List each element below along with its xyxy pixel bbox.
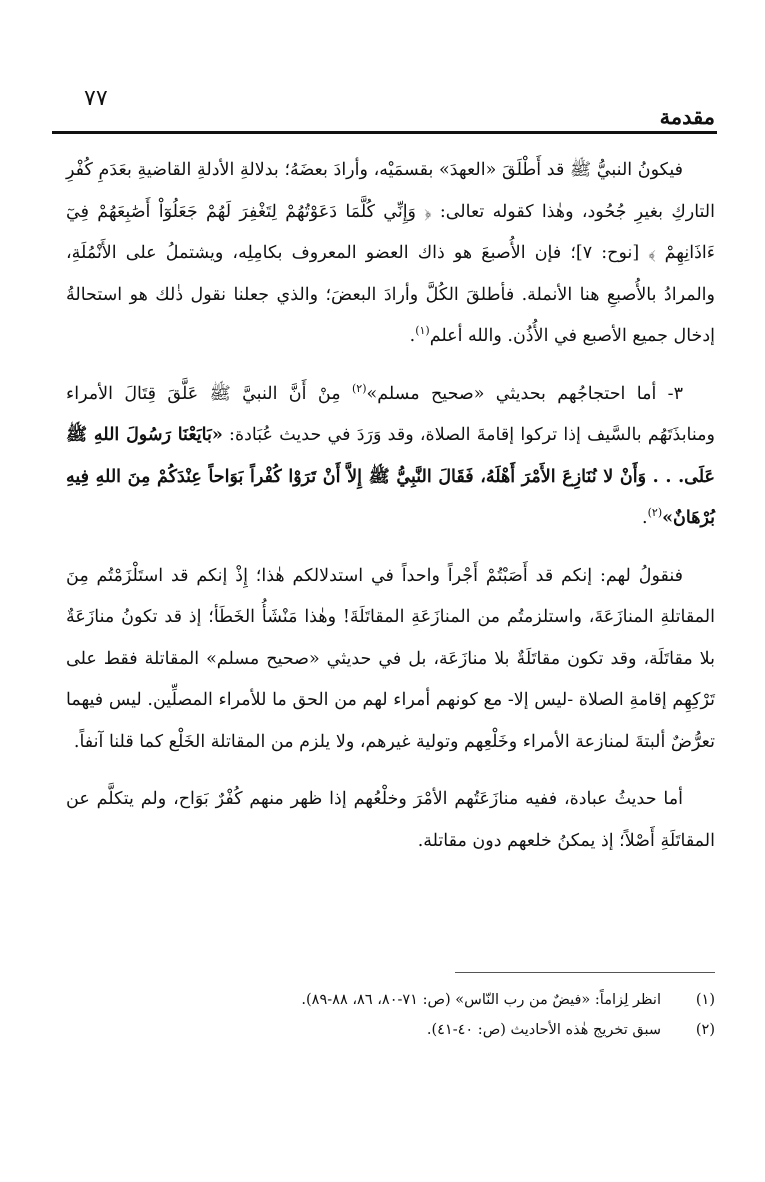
footnote-rule <box>455 972 715 973</box>
footnote-text: سبق تخريج هٰذه الأحاديث (ص: ٤٠-٤١). <box>426 1022 661 1038</box>
paragraph-2-end: . <box>642 508 648 528</box>
footnote-number: (٢) <box>695 1022 715 1038</box>
paragraph-3: فنقولُ لهم: إنكم قد أَصَبْتُمْ أَجْراً واحداً في استدلالكم هٰذا؛ إِذْ إنكم قد استَلْزَمْتُم مِنَ المقاتلةِ المنازَعَةَ، واستلزمتُم من المنازَعَةِ المقاتَلَةَ! وهٰذا مَنْشَأُ الخَطَأ؛ إذ قد تكونُ منازَعَةٌ بلا مقاتَلَة، وقد تكون مقاتَلَةٌ بلا منازَعَة، بل في حديثي «صحيح مسلم» المقاتلة فقط على تَرْكِهِم إقامةِ الصلاة -ليس إلا- مع كونهم أمراء لهم من الحق ما للأمراء المصلِّين. ليس فيهما تعرُّضٌ ألبتةَ لمنازعة الأمراء وخَلْعِهم وتولية غيرهم، ولا يلزم من المقاتلة الخَلْع كما قلنا آنفاً. <box>66 565 715 752</box>
body-text <box>66 150 715 862</box>
quran-verse: ﴿ وَإِنِّي كُلَّمَا دَعَوْتُهُمْ لِتَغْفِرَ لَهُمْ جَعَلُوٓاْ أَصَٰبِعَهُمْ فِيٓ ءَاذَانِهِمْ ﴾ <box>66 201 715 263</box>
footnote-1 <box>66 985 715 1015</box>
footnote-marker-1[interactable]: (١) <box>415 324 430 338</box>
paragraph-4: أما حديثُ عبادة، ففيه منازَعَتُهم الأمْرَ وخلْعُهم إذا ظهر منهم كُفْرٌ بَوَاح، ولم يتكلَّم عن المقاتَلَةِ أَصْلاً؛ إذ يمكنُ خلعهم دون مقاتلة. <box>66 789 715 851</box>
paragraph-2 <box>66 374 715 540</box>
paragraph-2-text-continued: مِنْ أَنَّ النبيَّ ﷺ عَلَّقَ قِتَالَ الأمراء ومنابذَتَهُم بالسَّيف إذا تركوا إقامةَ الصلاة، وقد وَرَدَ في حديث عُبَادة: <box>66 383 715 445</box>
page-header <box>66 78 715 132</box>
page-number: ٧٧ <box>84 86 108 111</box>
footnotes <box>66 985 715 1045</box>
footnote-marker-2[interactable]: (٢) <box>351 381 367 395</box>
footnote-number: (١) <box>695 992 715 1008</box>
paragraph-2-text: ٣- أما احتجاجُهم بحديثي «صحيح مسلم» <box>366 383 683 404</box>
footnote-text: انظر لِزاماً: «فيضٌ من رب النّاس» (ص: ٧١-٨٠، ٨٦، ٨٨-٨٩). <box>301 992 661 1008</box>
chapter-title: مقدمة <box>659 104 715 129</box>
paragraph-1-end: . <box>409 326 416 346</box>
paragraph-1-text-continued: [نوح: ٧]؛ فإن الأُصبعَ هو ذاك العضو المعروف بكامِلِه، ويشتملُ على الأَنْمُلَةِ، والمرادُ بالأُصبعِ هنا الأنملة. فأطلقَ الكُلَّ وأرادَ البعضَ؛ والذي جعلنا نقول ذٰلك هو استحالةُ إدخال جميع الأصبع في الأُذُن. والله أعلم <box>66 243 715 346</box>
paragraph-1-text: فيكونُ النبيُّ ﷺ قد أَطْلَقَ «العهدَ» بقسمَيْه، وأرادَ بعضَهُ؛ بدلالةِ الأدلةِ القاضيةِ بعَدَمِ كُفْرِ التاركِ بغيرِ جُحُود، وهٰذا كقوله تعالى: <box>66 160 715 222</box>
header-rule <box>52 131 717 134</box>
footnote-marker-2b[interactable]: (٢) <box>647 506 663 520</box>
paragraph-1 <box>66 150 715 358</box>
footnote-2 <box>66 1015 715 1045</box>
hadith-quote: «بَايَعْنَا رَسُولَ اللهِ ﷺ عَلَى. . . وَأَنْ لا نُنَازِعَ الأَمْرَ أَهْلَهُ، فَقَالَ النَّبِيُّ ﷺ إِلاَّ أَنْ تَرَوْا كُفْراً بَوَاحاً عِنْدَكُمْ مِنَ اللهِ فِيهِ بُرْهَانٌ» <box>66 425 715 528</box>
